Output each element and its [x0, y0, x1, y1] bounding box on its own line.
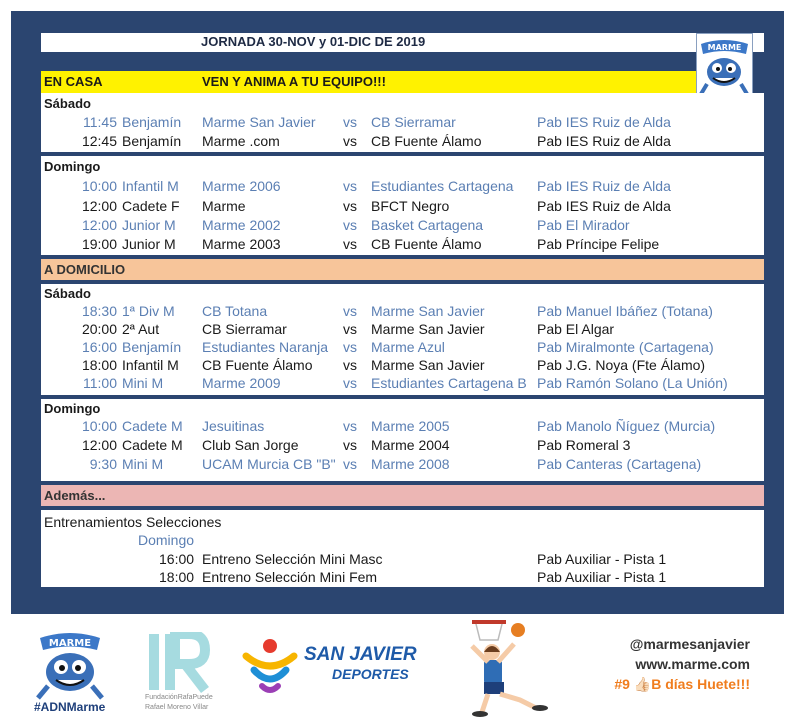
game-row: [41, 178, 764, 197]
training-activity: Entreno Selección Mini Masc: [202, 551, 383, 567]
player-illustration: [462, 618, 562, 718]
game-vs: vs: [343, 418, 357, 434]
game-venue: Pab Príncipe Felipe: [537, 236, 660, 252]
game-home: CB Sierramar: [202, 321, 287, 337]
away-sunday-panel: [41, 399, 764, 481]
game-venue: Pab El Algar: [537, 321, 615, 337]
game-time: 18:30: [81, 303, 117, 319]
game-venue: Pab Manolo Ñíguez (Murcia): [537, 418, 716, 434]
game-category: Infantil M: [122, 178, 179, 194]
game-home: Marme: [202, 198, 246, 214]
game-category: Cadete F: [122, 198, 180, 214]
game-home: Club San Jorge: [202, 437, 299, 453]
san-javier-deportes-logo: [240, 636, 430, 706]
game-venue: Pab Manuel Ibáñez (Totana): [537, 303, 713, 319]
game-row: [41, 321, 764, 340]
game-vs: vs: [343, 236, 357, 252]
en-casa-label: EN CASA: [44, 74, 103, 89]
game-time: 12:00: [81, 217, 117, 233]
game-category: Infantil M: [122, 357, 179, 373]
twitter-handle: @marmesanjavier: [629, 636, 750, 652]
game-vs: vs: [343, 114, 357, 130]
game-away: Basket Cartagena: [371, 217, 484, 233]
game-category: 2ª Aut: [122, 321, 160, 337]
game-home: Marme 2006: [202, 178, 281, 194]
game-away: Marme San Javier: [371, 303, 485, 319]
game-row: [41, 303, 764, 322]
a-domicilio-bar: [41, 259, 764, 280]
logo-text: MARME: [707, 43, 742, 52]
game-category: Benjamín: [122, 114, 182, 130]
game-category: Benjamín: [122, 133, 182, 149]
game-vs: vs: [343, 303, 357, 319]
website-link: www.marme.com: [635, 656, 750, 672]
fundacion-subname: Rafael Moreno Villar: [145, 704, 209, 711]
training-heading: Entrenamientos Selecciones: [44, 514, 222, 530]
game-venue: Pab J.G. Noya (Fte Álamo): [537, 357, 706, 373]
game-venue: Pab Canteras (Cartagena): [537, 456, 702, 472]
game-row: [41, 198, 764, 217]
marme-logo: [696, 33, 753, 99]
title-panel: [41, 33, 764, 52]
game-time: 10:00: [81, 418, 117, 434]
home-saturday-panel: [41, 93, 764, 152]
game-home: Marme 2009: [202, 375, 281, 391]
game-away: CB Fuente Álamo: [371, 133, 482, 149]
game-vs: vs: [343, 198, 357, 214]
game-time: 12:00: [81, 437, 117, 453]
game-venue: Pab IES Ruiz de Alda: [537, 133, 671, 149]
game-away: CB Fuente Álamo: [371, 236, 482, 252]
dedication-text: #9 👍🏻B días Huete!!!: [614, 676, 750, 692]
game-row: [41, 236, 764, 255]
game-home: Jesuitinas: [202, 418, 265, 434]
game-row: [41, 456, 764, 475]
game-row: [41, 339, 764, 358]
fundacion-logo: [145, 632, 245, 720]
away-saturday-panel: [41, 284, 764, 395]
game-category: Junior M: [122, 217, 176, 233]
game-category: Mini M: [122, 456, 164, 472]
marme-mascot-logo: [30, 628, 110, 700]
game-vs: vs: [343, 133, 357, 149]
game-home: Marme 2003: [202, 236, 281, 252]
logo-text: MARME: [48, 638, 92, 649]
game-time: 11:00: [83, 375, 117, 391]
marme-mascot-icon: [697, 34, 752, 98]
game-vs: vs: [343, 339, 357, 355]
game-vs: vs: [343, 217, 357, 233]
game-row: [41, 418, 764, 437]
game-row: [41, 133, 764, 152]
marme-mascot-icon: [30, 628, 110, 700]
game-away: Marme Azul: [371, 339, 445, 355]
a-domicilio-label: A DOMICILIO: [44, 262, 126, 277]
day-heading: Domingo: [44, 159, 101, 174]
game-venue: Pab Ramón Solano (La Unión): [537, 375, 728, 391]
game-venue: Pab IES Ruiz de Alda: [537, 178, 671, 194]
game-time: 19:00: [81, 236, 117, 252]
game-row: [41, 217, 764, 236]
game-category: Cadete M: [122, 437, 183, 453]
training-panel: [41, 510, 764, 587]
hashtag-text: #ADNMarme: [34, 700, 106, 714]
game-row: [41, 375, 764, 394]
game-row: [41, 114, 764, 133]
san-javier-text: SAN JAVIER: [304, 644, 417, 665]
training-activity: Entreno Selección Mini Fem: [202, 569, 378, 585]
game-row: [41, 357, 764, 376]
fundacion-rp-icon: [145, 632, 215, 694]
game-row: [41, 437, 764, 456]
game-away: Marme San Javier: [371, 357, 485, 373]
en-casa-slogan: VEN Y ANIMA A TU EQUIPO!!!: [202, 74, 386, 89]
game-vs: vs: [343, 357, 357, 373]
training-venue: Pab Auxiliar - Pista 1: [537, 569, 667, 585]
game-home: Marme 2002: [202, 217, 281, 233]
game-category: Mini M: [122, 375, 164, 391]
ademas-label: Además...: [44, 488, 106, 503]
home-sunday-panel: [41, 156, 764, 255]
game-vs: vs: [343, 178, 357, 194]
game-venue: Pab Miralmonte (Cartagena): [537, 339, 714, 355]
game-category: Junior M: [122, 236, 176, 252]
game-category: 1ª Div M: [122, 303, 175, 319]
game-vs: vs: [343, 321, 357, 337]
game-venue: Pab El Mirador: [537, 217, 630, 233]
game-away: Estudiantes Cartagena: [371, 178, 514, 194]
san-javier-figure-icon: [240, 636, 300, 696]
game-time: 11:45: [83, 114, 117, 130]
game-time: 18:00: [81, 357, 117, 373]
game-vs: vs: [343, 456, 357, 472]
game-venue: Pab IES Ruiz de Alda: [537, 198, 671, 214]
training-time: 16:00: [159, 551, 195, 567]
game-category: Benjamín: [122, 339, 182, 355]
poster-board: [11, 11, 784, 614]
game-away: Marme 2004: [371, 437, 450, 453]
game-home: Marme .com: [202, 133, 280, 149]
game-venue: Pab Romeral 3: [537, 437, 631, 453]
game-time: 12:00: [81, 198, 117, 214]
sponsor-strip: [0, 614, 800, 725]
training-day: Domingo: [138, 532, 195, 548]
game-time: 9:30: [89, 456, 117, 472]
game-away: CB Sierramar: [371, 114, 456, 130]
training-venue: Pab Auxiliar - Pista 1: [537, 551, 667, 567]
game-home: CB Fuente Álamo: [202, 357, 313, 373]
game-time: 20:00: [81, 321, 117, 337]
game-vs: vs: [343, 375, 357, 391]
game-home: Estudiantes Naranja: [202, 339, 329, 355]
game-away: Marme 2008: [371, 456, 450, 472]
game-home: Marme San Javier: [202, 114, 316, 130]
game-home: CB Totana: [202, 303, 268, 319]
basketball-player-icon: [462, 618, 562, 718]
training-time: 18:00: [159, 569, 195, 585]
game-away: Marme 2005: [371, 418, 450, 434]
game-time: 12:45: [81, 133, 117, 149]
game-vs: vs: [343, 437, 357, 453]
day-heading: Sábado: [44, 286, 91, 301]
game-away: Estudiantes Cartagena B: [371, 375, 527, 391]
game-away: BFCT Negro: [371, 198, 450, 214]
deportes-text: DEPORTES: [332, 666, 409, 682]
game-home: UCAM Murcia CB "B": [202, 456, 336, 472]
game-category: Cadete M: [122, 418, 183, 434]
day-heading: Domingo: [44, 401, 101, 416]
page-title: JORNADA 30-NOV y 01-DIC DE 2019: [201, 34, 426, 49]
day-heading: Sábado: [44, 96, 91, 111]
game-venue: Pab IES Ruiz de Alda: [537, 114, 671, 130]
game-away: Marme San Javier: [371, 321, 485, 337]
game-time: 16:00: [81, 339, 117, 355]
fundacion-name: FundaciónRafaPuede: [145, 694, 213, 701]
game-time: 10:00: [81, 178, 117, 194]
ademas-bar: [41, 485, 764, 506]
en-casa-bar: [41, 71, 696, 93]
